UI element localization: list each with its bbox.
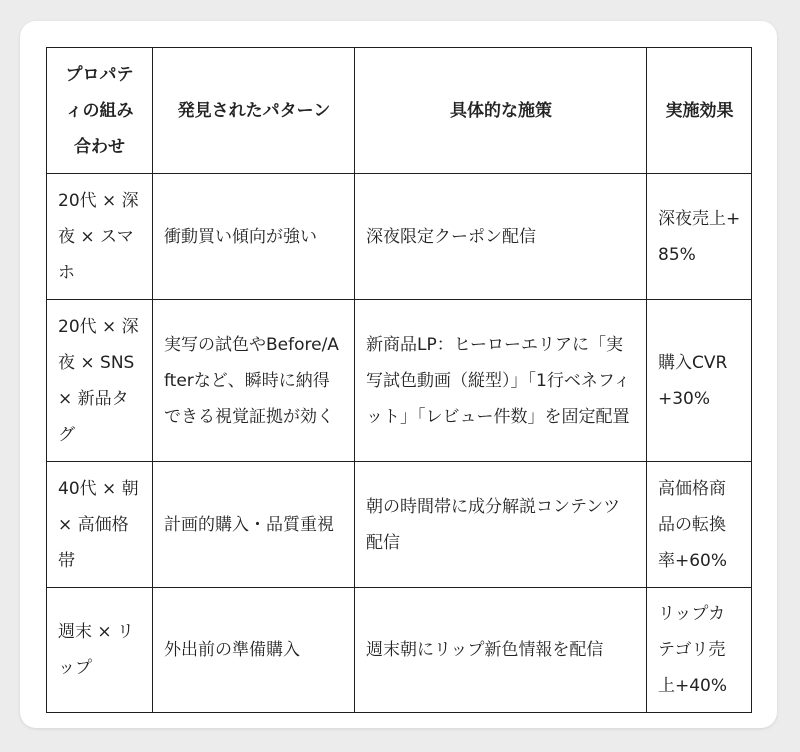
cell-pattern: 実写の試色やBefore/Afterなど、瞬時に納得できる視覚証拠が効く xyxy=(153,300,355,462)
header-measure: 具体的な施策 xyxy=(355,48,647,174)
table-row xyxy=(47,588,752,713)
cell-effect: 高価格商品の転換率+60% xyxy=(647,462,752,588)
table-row xyxy=(47,462,752,588)
cell-effect: リップカテゴリ売上+40% xyxy=(647,588,752,713)
header-combination: プロパティの組み合わせ xyxy=(47,48,153,174)
table-body xyxy=(47,174,752,713)
analysis-table xyxy=(46,47,752,713)
cell-combination: 週末 × リップ xyxy=(47,588,153,713)
cell-pattern: 衝動買い傾向が強い xyxy=(153,174,355,300)
table-row xyxy=(47,300,752,462)
header-effect: 実施効果 xyxy=(647,48,752,174)
cell-measure: 週末朝にリップ新色情報を配信 xyxy=(355,588,647,713)
cell-effect: 深夜売上+85% xyxy=(647,174,752,300)
cell-combination: 40代 × 朝 × 高価格帯 xyxy=(47,462,153,588)
table-header xyxy=(47,48,752,174)
cell-combination: 20代 × 深夜 × スマホ xyxy=(47,174,153,300)
header-pattern: 発見されたパターン xyxy=(153,48,355,174)
cell-combination: 20代 × 深夜 × SNS × 新品タグ xyxy=(47,300,153,462)
content-card xyxy=(20,21,777,728)
cell-pattern: 計画的購入・品質重視 xyxy=(153,462,355,588)
cell-measure: 朝の時間帯に成分解説コンテンツ配信 xyxy=(355,462,647,588)
header-row xyxy=(47,48,752,174)
cell-measure: 新商品LP：ヒーローエリアに「実写試色動画（縦型）」「1行ベネフィット」「レビュー件数」を固定配置 xyxy=(355,300,647,462)
cell-effect: 購入CVR+30% xyxy=(647,300,752,462)
table-row xyxy=(47,174,752,300)
cell-pattern: 外出前の準備購入 xyxy=(153,588,355,713)
cell-measure: 深夜限定クーポン配信 xyxy=(355,174,647,300)
